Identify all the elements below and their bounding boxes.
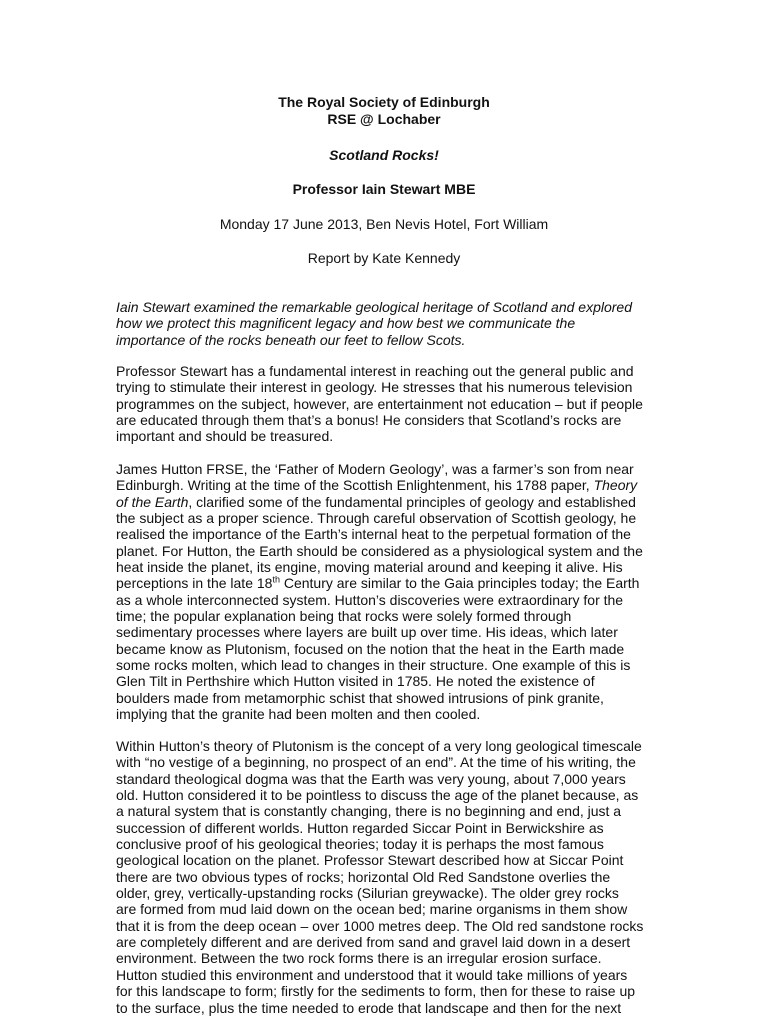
- text-line: are completely different and are derived from sand and gravel laid down in a desert: [116, 934, 631, 951]
- text-line: some rocks molten, which lead to changes in their structure. One example of this is: [116, 657, 631, 674]
- text-line: [116, 477, 656, 493]
- text-line: to the surface, plus the time needed to erode that landscape and then for the next: [116, 999, 622, 1016]
- text-line: how we protect this magnificent legacy and how best we communicate the: [116, 315, 576, 332]
- paragraph-1: [116, 363, 656, 445]
- text-line: geological location on the planet. Professor Stewart described how at Siccar Point: [116, 852, 624, 869]
- text-line: implying that the granite had been molten and then cooled.: [116, 706, 481, 723]
- superscript: th: [272, 574, 280, 585]
- text-line: for this landscape to form; firstly for the sediments to form, then for these to raise up: [116, 983, 636, 1000]
- text-run: perceptions in the late 18: [116, 575, 273, 592]
- text-line: sedimentary processes where layers are built up over time. His ideas, which later: [116, 624, 618, 641]
- text-line: time; the popular explanation being that rocks were solely formed through: [116, 608, 572, 625]
- text-line: James Hutton FRSE, the ‘Father of Modern Geology’, was a farmer’s son from near: [116, 461, 634, 477]
- text-line: Professor Stewart has a fundamental interest in reaching out the general public and: [116, 363, 634, 379]
- text-line: planet. For Hutton, the Earth should be considered as a physiological system and the: [116, 542, 643, 559]
- text-line: succession of different worlds. Hutton regarded Siccar Point in Berwickshire as: [116, 819, 604, 836]
- text-line: conclusive proof of his geological theories; today it is perhaps the most famous: [116, 836, 604, 853]
- org-subtitle: RSE @ Lochaber: [327, 111, 441, 127]
- text-line: that it is from the deep ocean – over 1000 metres deep. The Old red sandstone rocks: [116, 917, 644, 934]
- text-line: programmes on the subject, however, are entertainment not education – but if people: [116, 395, 643, 412]
- org-title: The Royal Society of Edinburgh: [278, 94, 490, 110]
- text-line: Within Hutton’s theory of Plutonism is the concept of a very long geological timescale: [116, 738, 642, 754]
- text-line: a natural system that is constantly changing, there is no beginning and end, just a: [116, 803, 622, 820]
- text-line: became know as Plutonism, focused on the notion that the heat in the Earth made: [116, 640, 625, 657]
- paragraph-2: [116, 461, 656, 723]
- text-line: Iain Stewart examined the remarkable geological heritage of Scotland and explored: [116, 299, 632, 315]
- text-line: important and should be treasured.: [116, 428, 334, 445]
- text-line: trying to stimulate their interest in geology. He stresses that his numerous television: [116, 379, 633, 396]
- text-run: Edinburgh. Writing at the time of the Scottish Enlightenment, his 1788 paper,: [116, 477, 594, 494]
- text-line: Glen Tilt in Perthshire which Hutton visited in 1785. He noted the existence of: [116, 673, 595, 690]
- date-venue: Monday 17 June 2013, Ben Nevis Hotel, Fort William: [219, 216, 549, 232]
- text-line: realised the importance of the Earth’s internal heat to the perpetual formation of the: [116, 526, 631, 543]
- text-run: Century are similar to the Gaia principles today; the Earth: [279, 575, 640, 592]
- text-line: Hutton studied this environment and understood that it would take millions of years: [116, 966, 628, 983]
- text-line: [116, 575, 656, 591]
- text-line: standard theological dogma was that the Earth was very young, about 7,000 years: [116, 770, 626, 787]
- intro-paragraph: [116, 299, 656, 348]
- paper-title-part: of the Earth: [116, 493, 189, 510]
- event-title: Scotland Rocks!: [329, 147, 439, 163]
- text-line: old. Hutton considered it to be pointless to discuss the age of the planet because, as: [116, 787, 639, 804]
- text-line: the subject as a proper science. Through careful observation of Scottish geology, he: [116, 510, 637, 527]
- text-line: older, grey, vertically-upstanding rocks (Silurian greywacke). The older grey rocks: [116, 885, 619, 902]
- text-line: as a whole interconnected system. Hutton’s discoveries were extraordinary for the: [116, 591, 624, 608]
- text-line: importance of the rocks beneath our feet to fellow Scots.: [116, 331, 466, 348]
- text-line: with “no vestige of a beginning, no prospect of an end”. At the time of his writing, the: [116, 754, 636, 771]
- text-line: are educated through them that’s a bonus! He considers that Scotland’s rocks are: [116, 412, 622, 429]
- text-line: there are two obvious types of rocks; horizontal Old Red Sandstone overlies the: [116, 868, 611, 885]
- paper-title-part: Theory: [593, 477, 638, 494]
- paragraph-3: [116, 738, 656, 1016]
- report-author: Report by Kate Kennedy: [307, 250, 461, 266]
- text-line: environment. Between the two rock forms there is an irregular erosion surface.: [116, 950, 602, 967]
- text-run: , clarified some of the fundamental principles of geology and established: [188, 493, 636, 510]
- text-line: heat inside the planet, its engine, moving material around and keeping it alive. His: [116, 559, 623, 576]
- text-line: boulders made from metamorphic schist that showed intrusions of pink granite,: [116, 689, 604, 706]
- text-line: are formed from mud laid down on the ocean bed; marine organisms in them show: [116, 901, 628, 918]
- speaker-name: Professor Iain Stewart MBE: [292, 181, 476, 197]
- text-line: [116, 494, 656, 510]
